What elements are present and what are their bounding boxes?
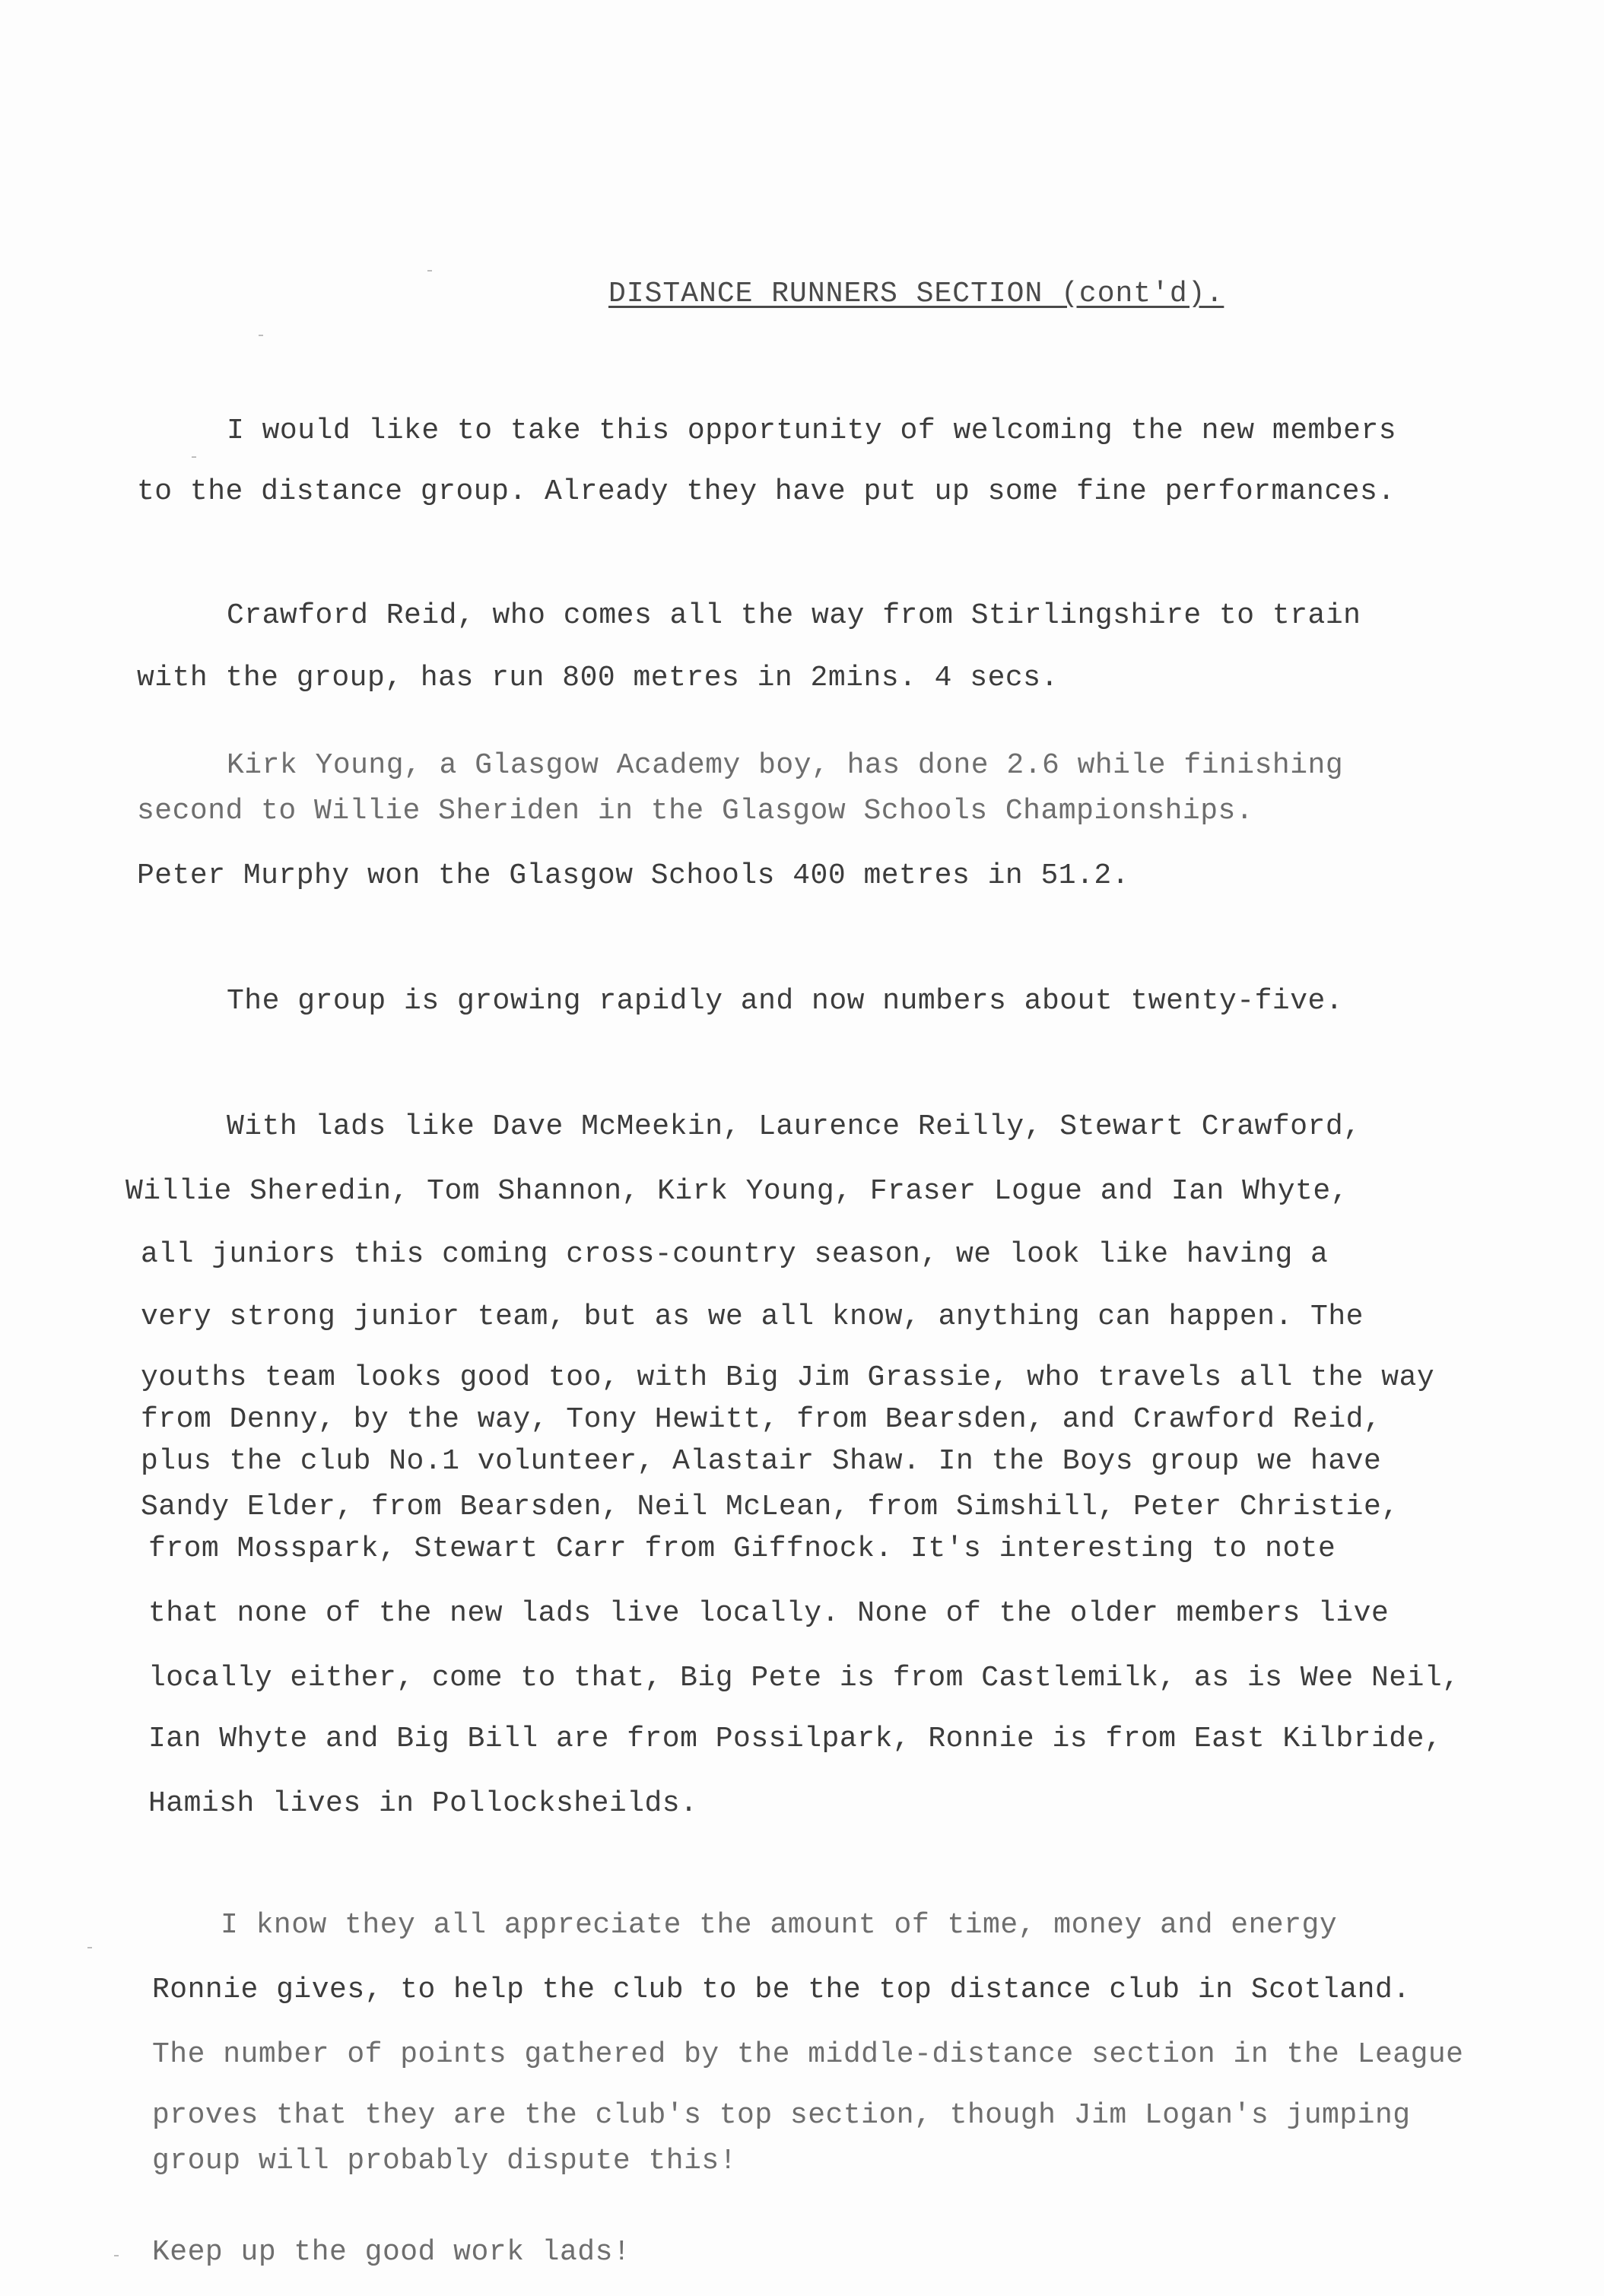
- text-line: Willie Sheredin, Tom Shannon, Kirk Young, Fraser Logue and Ian Whyte,: [125, 1175, 1348, 1208]
- text-line: Kirk Young, a Glasgow Academy boy, has done 2.6 while finishing: [227, 749, 1344, 782]
- text-line: proves that they are the club's top section, though Jim Logan's jumping: [152, 2099, 1411, 2132]
- text-line: second to Willie Sheriden in the Glasgow Schools Championships.: [137, 795, 1254, 827]
- text-line: Crawford Reid, who comes all the way from Stirlingshire to train: [227, 599, 1361, 632]
- text-line: Keep up the good work lads!: [152, 2236, 631, 2269]
- text-line: Hamish lives in Pollocksheilds.: [148, 1787, 698, 1820]
- text-line: locally either, come to that, Big Pete is from Castlemilk, as is Wee Neil,: [148, 1662, 1460, 1694]
- text-line: group will probably dispute this!: [152, 2145, 738, 2177]
- text-line: all juniors this coming cross-country season, we look like having a: [141, 1238, 1329, 1271]
- text-line: I would like to take this opportunity of welcoming the new members: [227, 414, 1397, 447]
- text-line: Ian Whyte and Big Bill are from Possilpark, Ronnie is from East Kilbride,: [148, 1723, 1443, 1755]
- text-line: The number of points gathered by the middle-distance section in the League: [152, 2038, 1464, 2071]
- text-line: that none of the new lads live locally. None of the older members live: [148, 1597, 1390, 1630]
- scan-speck: [259, 335, 263, 336]
- section-heading: DISTANCE RUNNERS SECTION (cont'd).: [608, 278, 1224, 310]
- scan-speck: [192, 456, 196, 458]
- text-line: to the distance group. Already they have put up some fine performances.: [137, 475, 1396, 508]
- text-line: Ronnie gives, to help the club to be the top distance club in Scotland.: [152, 1974, 1411, 2006]
- text-line: very strong junior team, but as we all know, anything can happen. The: [141, 1300, 1364, 1333]
- text-line: plus the club No.1 volunteer, Alastair Shaw. In the Boys group we have: [141, 1445, 1382, 1478]
- text-line: I know they all appreciate the amount of time, money and energy: [221, 1909, 1338, 1942]
- text-line: The group is growing rapidly and now numbers about twenty-five.: [227, 985, 1344, 1018]
- text-line: Sandy Elder, from Bearsden, Neil McLean, from Simshill, Peter Christie,: [141, 1491, 1399, 1523]
- text-line: from Mosspark, Stewart Carr from Giffnock. It's interesting to note: [148, 1532, 1336, 1565]
- scan-speck: [87, 1947, 92, 1948]
- scan-speck: [427, 270, 432, 272]
- text-line: With lads like Dave McMeekin, Laurence Reilly, Stewart Crawford,: [227, 1110, 1361, 1143]
- text-line: youths team looks good too, with Big Jim Grassie, who travels all the way: [141, 1361, 1435, 1394]
- scan-speck: [114, 2255, 119, 2256]
- text-line: from Denny, by the way, Tony Hewitt, from Bearsden, and Crawford Reid,: [141, 1403, 1382, 1436]
- text-line: with the group, has run 800 metres in 2mins. 4 secs.: [137, 662, 1059, 694]
- text-line: Peter Murphy won the Glasgow Schools 400 metres in 51.2.: [137, 859, 1130, 892]
